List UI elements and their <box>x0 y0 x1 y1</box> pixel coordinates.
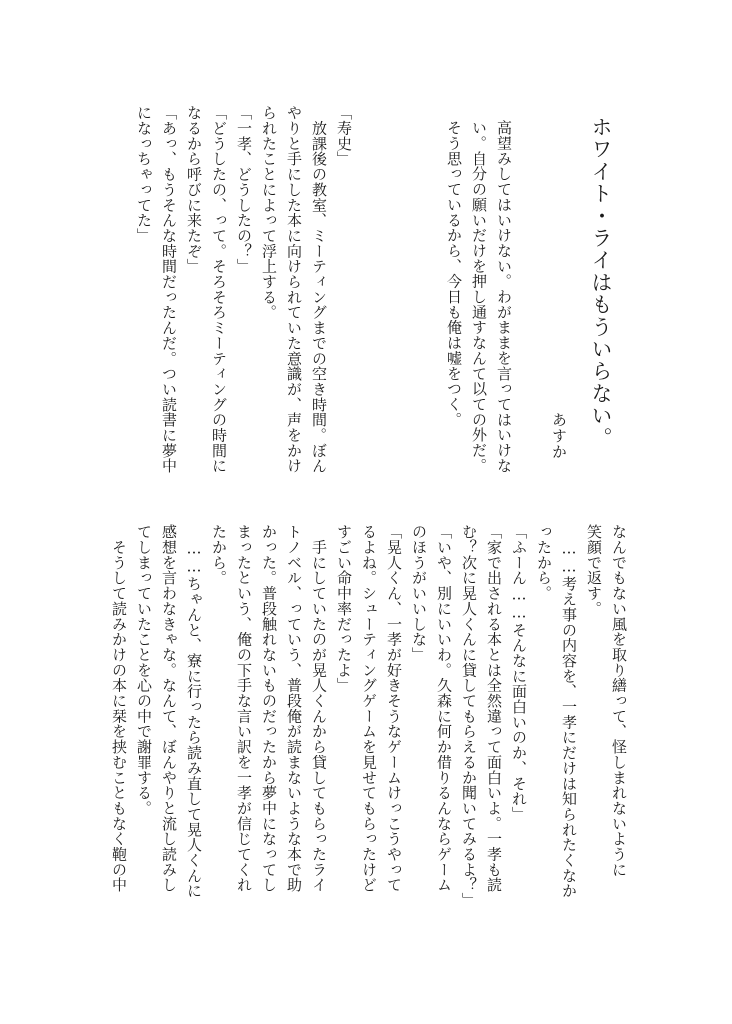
text-line: たから。 <box>210 524 228 586</box>
text-line: 「ふーん……そんなに面白いのか、それ」 <box>510 524 528 822</box>
text-line: になっちゃってた」 <box>135 105 153 244</box>
text-line: そう思っているから、今日も俺は嘘をつく。 <box>445 120 463 427</box>
text-line: ったから。 <box>535 524 553 601</box>
text-line: すごい命中率だったよ」 <box>335 524 353 693</box>
text-line: 「家で出される本とは全然違って面白いよ。一孝も読 <box>485 524 503 893</box>
text-line: 「どうしたの、って。そろそろミーティングの時間に <box>210 105 228 474</box>
text-line: い。自分の願いだけを押し通すなんて以ての外だ。 <box>470 120 488 474</box>
text-line: てしまっていたことを心の中で謝罪する。 <box>135 524 153 816</box>
story-title: ホワイト・ライはもういらない。 <box>589 116 613 449</box>
text-line: トノベル、っていう、普段俺が読まないような本で助 <box>285 524 303 893</box>
text-line: のほうがいいしな」 <box>410 524 428 663</box>
text-line: なんでもない風を取り繕って、怪しまれないように <box>610 524 628 878</box>
text-line: 「一孝、どうしたの？」 <box>235 105 253 274</box>
text-line: まったという、俺の下手な言い訳を一孝が信じてくれ <box>235 524 253 893</box>
text-line: ……考え事の内容を、一孝にだけは知られたくなか <box>560 524 578 899</box>
text-line: なるから呼びに来たぞ」 <box>185 105 203 274</box>
text-line: そうして読みかけの本に栞を挟むこともなく鞄の中 <box>110 524 128 893</box>
text-line: 高望みしてはいけない。わがままを言ってはいけな <box>495 120 513 474</box>
text-line: 「寿史」 <box>335 105 353 167</box>
text-line: られたことによって浮上する。 <box>260 105 278 320</box>
text-line: るよね。シューティングゲームを見せてもらったけど <box>360 524 378 893</box>
text-line: む？次に晃人くんに貸してもらえるか聞いてみるよ？」 <box>460 524 478 908</box>
text-line: 笑顔で返す。 <box>585 524 603 617</box>
text-line: 感想を言わなきゃな。なんて、ぼんやりと流し読みし <box>160 524 178 893</box>
text-line: ……ちゃんと、寮に行ったら読み直して晃人くんに <box>185 524 203 899</box>
text-line: 「晃人くん、一孝が好きそうなゲームけっこうやって <box>385 524 403 893</box>
text-line: 手にしていたのが晃人くんから貸してもらったライ <box>310 524 328 893</box>
author-name: あすか <box>550 412 568 460</box>
text-line: かった。普段触れないものだったから夢中になってし <box>260 524 278 893</box>
text-line: 放課後の教室、ミーティングまでの空き時間。ぼん <box>310 105 328 474</box>
text-line: 「あっ、もうそんな時間だったんだ。つい読書に夢中 <box>160 105 178 474</box>
text-line: 「いや、別にいいわ。久森に何か借りるんならゲーム <box>435 524 453 893</box>
text-line: やりと手にした本に向けられていた意識が、声をかけ <box>285 105 303 474</box>
